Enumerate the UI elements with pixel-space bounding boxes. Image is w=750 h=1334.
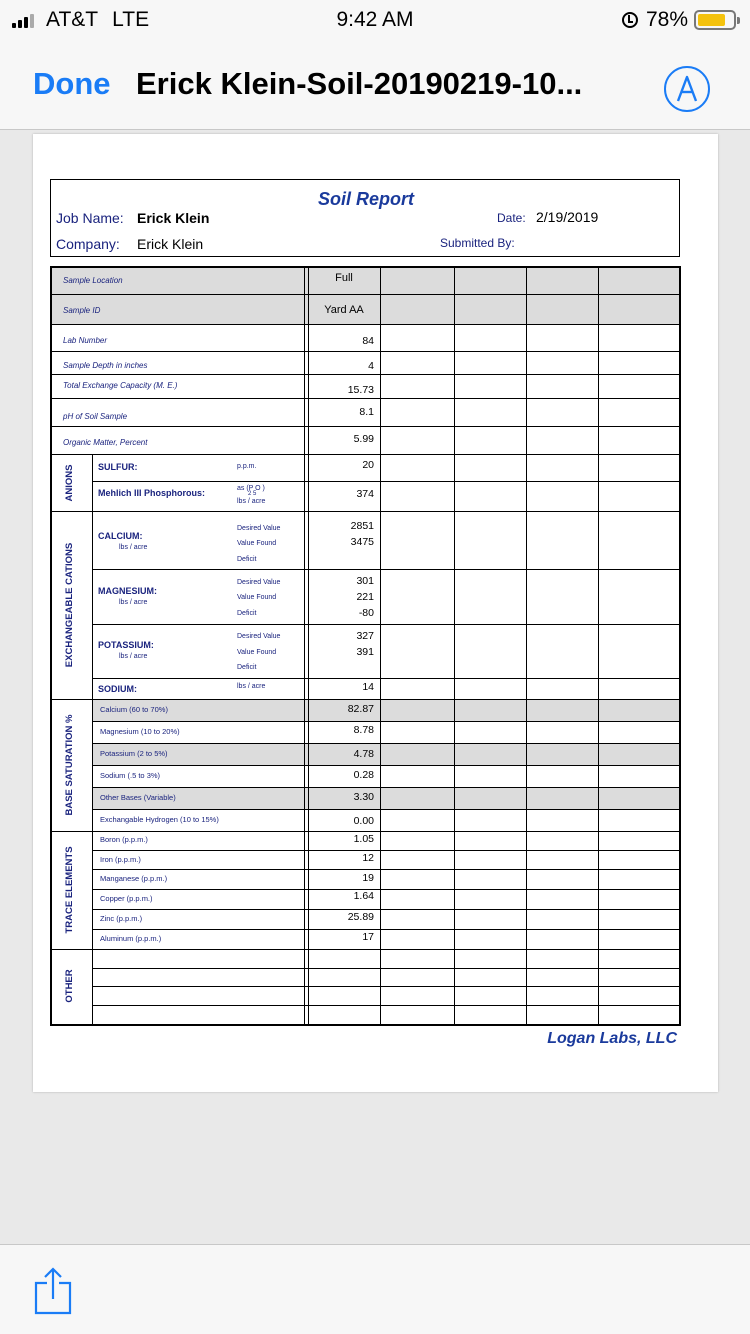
markup-pen-icon (673, 74, 701, 104)
calcium-found-value: 3475 (350, 536, 374, 548)
depth-value: 4 (368, 360, 374, 372)
anions-side-label: ANIONS (64, 464, 75, 502)
potassium-label: POTASSIUM: (98, 640, 154, 650)
trace-aluminum-label: Aluminum (p.p.m.) (100, 934, 162, 943)
soil-table (50, 266, 680, 1026)
trace-iron-value: 12 (362, 852, 374, 864)
bottom-toolbar (0, 1244, 750, 1334)
trace-boron-value: 1.05 (353, 833, 374, 845)
sodium-value: 14 (362, 681, 374, 693)
lab-footer: Logan Labs, LLC (547, 1030, 677, 1047)
calcium-unit: lbs / acre (119, 544, 148, 551)
sample-id-label: Sample ID (63, 306, 101, 315)
potassium-desired-label: Desired Value (237, 633, 281, 640)
calcium-desired-value: 2851 (350, 520, 374, 532)
battery-icon (694, 10, 736, 30)
magnesium-deficit-label: Deficit (237, 610, 257, 617)
clock: 9:42 AM (336, 8, 414, 31)
document-title: Erick Klein-Soil-20190219-10... (136, 66, 583, 101)
bs-potassium-value: 4.78 (353, 748, 374, 760)
done-button[interactable]: Done (33, 66, 111, 101)
report-title: Soil Report (317, 189, 414, 209)
calcium-label: CALCIUM: (98, 531, 143, 541)
ph-value: 8.1 (359, 406, 374, 418)
magnesium-label: MAGNESIUM: (98, 586, 157, 596)
magnesium-desired-value: 301 (356, 575, 374, 587)
trace-zinc-label: Zinc (p.p.m.) (100, 914, 143, 923)
phosphorous-unit: as (P O ) (237, 485, 265, 492)
sample-location-value: Full (335, 272, 353, 284)
potassium-unit: lbs / acre (119, 653, 148, 660)
tec-value: 15.73 (347, 384, 374, 396)
alarm-icon (622, 12, 638, 28)
trace-manganese-label: Manganese (p.p.m.) (100, 874, 168, 883)
magnesium-desired-label: Desired Value (237, 579, 281, 586)
magnesium-deficit-value: -80 (358, 607, 374, 619)
om-label: Organic Matter, Percent (63, 438, 148, 447)
bs-magnesium-value: 8.78 (353, 724, 374, 736)
phosphorous-value: 374 (356, 488, 374, 500)
share-icon (33, 1267, 73, 1315)
trace-zinc-value: 25.89 (347, 911, 374, 923)
phosphorous-label: Mehlich III Phosphorous: (98, 488, 206, 498)
markup-button[interactable] (664, 66, 710, 112)
trace-boron-label: Boron (p.p.m.) (100, 835, 148, 844)
document-viewer[interactable] (0, 131, 750, 1244)
potassium-deficit-label: Deficit (237, 664, 257, 671)
magnesium-found-label: Value Found (237, 594, 277, 601)
lab-number-value: 84 (362, 335, 374, 347)
trace-copper-value: 1.64 (353, 890, 374, 902)
trace-elements-side-label: TRACE ELEMENTS (64, 846, 75, 934)
network-label: LTE (112, 8, 150, 31)
sample-location-label: Sample Location (63, 276, 123, 285)
status-right (622, 8, 736, 32)
status-bar (0, 0, 750, 40)
calcium-found-label: Value Found (237, 540, 277, 547)
tec-label: Total Exchange Capacity (M. E.) (63, 381, 178, 390)
depth-label: Sample Depth in inches (63, 361, 148, 370)
trace-manganese-value: 19 (362, 872, 374, 884)
bs-sodium-value: 0.28 (353, 769, 374, 781)
calcium-deficit-label: Deficit (237, 556, 257, 563)
bs-hydrogen-label: Exchangable Hydrogen (10 to 15%) (100, 815, 219, 824)
bs-calcium-value: 82.87 (347, 703, 374, 715)
bs-sodium-label: Sodium (.5 to 3%) (100, 771, 161, 780)
sample-id-value: Yard AA (324, 304, 364, 316)
base-saturation-side-label: BASE SATURATION % (64, 714, 75, 816)
navigation-bar (0, 40, 750, 130)
date-label: Date: (497, 211, 526, 225)
bs-potassium-label: Potassium (2 to 5%) (100, 749, 168, 758)
potassium-desired-value: 327 (356, 630, 374, 642)
pdf-page (33, 134, 718, 1092)
battery-percent: 78% (645, 8, 688, 31)
job-name-value: Erick Klein (137, 210, 210, 226)
ph-label: pH of Soil Sample (63, 412, 128, 421)
om-value: 5.99 (353, 433, 374, 445)
bs-calcium-label: Calcium (60 to 70%) (100, 705, 168, 714)
sulfur-unit: p.p.m. (237, 463, 257, 470)
potassium-found-value: 391 (356, 646, 374, 658)
bs-hydrogen-value: 0.00 (353, 815, 374, 827)
sulfur-value: 20 (362, 459, 374, 471)
sodium-label: SODIUM: (98, 684, 137, 694)
trace-copper-label: Copper (p.p.m.) (100, 894, 153, 903)
sodium-unit: lbs / acre (237, 683, 266, 690)
bs-other-bases-value: 3.30 (353, 791, 374, 803)
sulfur-label: SULFUR: (98, 462, 138, 472)
bs-magnesium-label: Magnesium (10 to 20%) (100, 727, 180, 736)
trace-aluminum-value: 17 (362, 931, 374, 943)
phosphorous-subscript: 2 5 (248, 491, 257, 497)
calcium-desired-label: Desired Value (237, 525, 281, 532)
company-value: Erick Klein (137, 236, 204, 252)
share-button[interactable] (33, 1267, 73, 1320)
cations-side-label: EXCHANGEABLE CATIONS (64, 542, 75, 668)
date-value: 2/19/2019 (536, 209, 599, 225)
magnesium-unit: lbs / acre (119, 599, 148, 606)
lab-number-label: Lab Number (63, 336, 108, 345)
job-name-label: Job Name: (56, 210, 124, 226)
magnesium-found-value: 221 (356, 591, 374, 603)
report-header (50, 179, 680, 257)
trace-iron-label: Iron (p.p.m.) (100, 855, 141, 864)
other-side-label: OTHER (64, 969, 75, 1003)
carrier-label: AT&T (46, 8, 99, 31)
bs-other-bases-label: Other Bases (Variable) (100, 793, 176, 802)
phosphorous-unit-acre: lbs / acre (237, 498, 266, 505)
company-label: Company: (56, 236, 120, 252)
submitted-by-label: Submitted By: (440, 236, 515, 250)
potassium-found-label: Value Found (237, 649, 277, 656)
